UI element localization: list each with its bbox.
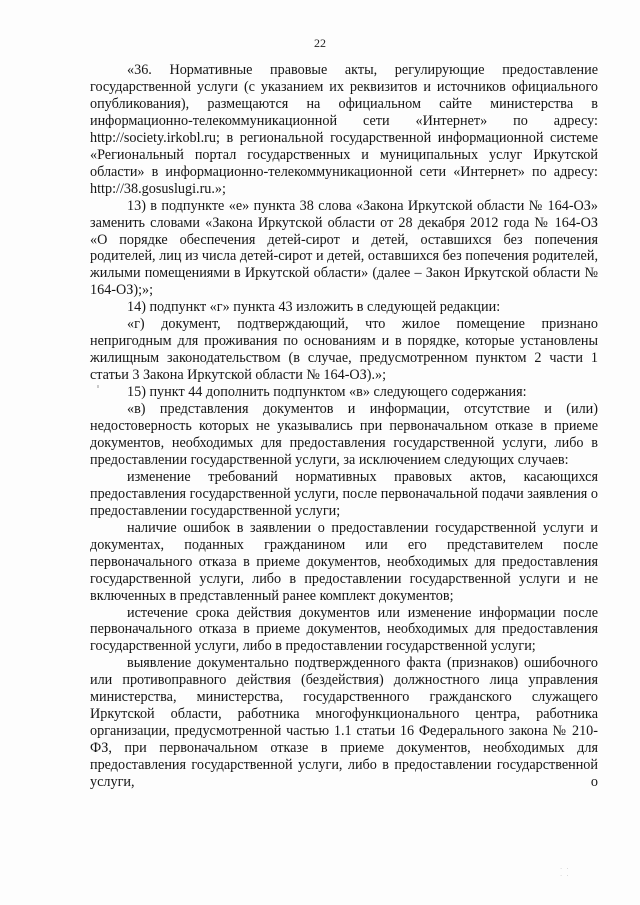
- paragraph-exception-1: изменение требований нормативных правовых актов, касающихся предоставления государственной услуги, после первоначальной подачи заявления о предоставлении государственной услуги;: [90, 468, 598, 519]
- paragraph-item-36: «36. Нормативные правовые акты, регулирующие предоставление государственной услуги (с указанием их реквизитов и источников официального опубликования), размещаются на официальном сайте министерства в информационно-телекоммуникационной сети «Интернет» по адресу: http://society.irkobl.ru; в региональной государственной информационной системе «Региональный портал государственных и муниципальных услуг Иркутской области» в информационно-телекоммуникационной сети «Интернет» по адресу: http://38.gosuslugi.ru.»;: [90, 62, 598, 197]
- faint-scan-mark: · · · ·: [560, 866, 570, 880]
- paragraph-subitem-v: «в) представления документов и информации, отсутствие и (или) недостоверность которых не указывались при первоначальном отказе в приеме документов, необходимых для предоставления государственной услуги, либо в предоставлении государственной услуги, за исключением следующих случаев:: [90, 401, 598, 468]
- paragraph-exception-2: наличие ошибок в заявлении о предоставлении государственной услуги и документах, поданных гражданином или его представителем после первоначального отказа в приеме документов, необходимых для предоставления государственной услуги, либо в предоставлении государственной услуги и не включенных в представленный ранее комплект документов;: [90, 519, 598, 604]
- paragraph-amendment-14: 14) подпункт «г» пункта 43 изложить в следующей редакции:: [127, 299, 501, 316]
- document-body: [90, 62, 598, 791]
- scan-speck: [97, 385, 99, 388]
- paragraph-amendment-13: 13) в подпункте «е» пункта 38 слова «Закона Иркутской области № 164-ОЗ» заменить словами «Закона Иркутской области от 28 декабря 2012 года № 164-ОЗ «О порядке обеспечения детей-сирот и детей, оставшихся без попечения родителей, лиц из числа детей-сирот и детей, оставшихся без попечения родителей, жилыми помещениями в Иркутской области» (далее – Закон Иркутской области № 164-ОЗ);»;: [90, 197, 598, 299]
- paragraph-amendment-15: 15) пункт 44 дополнить подпунктом «в» следующего содержания:: [127, 384, 527, 401]
- paragraph-exception-3: истечение срока действия документов или изменение информации после первоначального отказа в приеме документов, необходимых для предоставления государственной услуги, либо в предоставлении государственной услуги;: [90, 604, 598, 655]
- paragraph-exception-4: выявление документально подтвержденного факта (признаков) ошибочного или противоправного действия (бездействия) должностного лица управления министерства, министерства, государственного гражданского служащего Иркутской области, работника многофункционального центра, работника организации, предусмотренной частью 1.1 статьи 16 Федерального закона № 210-ФЗ, при первоначальном отказе в приеме документов, необходимых для предоставления государственной услуги, либо в предоставлении государственной услуги, о: [90, 655, 598, 791]
- paragraph-subitem-g: «г) документ, подтверждающий, что жилое помещение признано непригодным для проживания по основаниям и в порядке, которые установлены жилищным законодательством (в случае, предусмотренном пунктом 2 части 1 статьи 3 Закона Иркутской области № 164-ОЗ).»;: [90, 316, 598, 384]
- page-number: 22: [314, 36, 326, 50]
